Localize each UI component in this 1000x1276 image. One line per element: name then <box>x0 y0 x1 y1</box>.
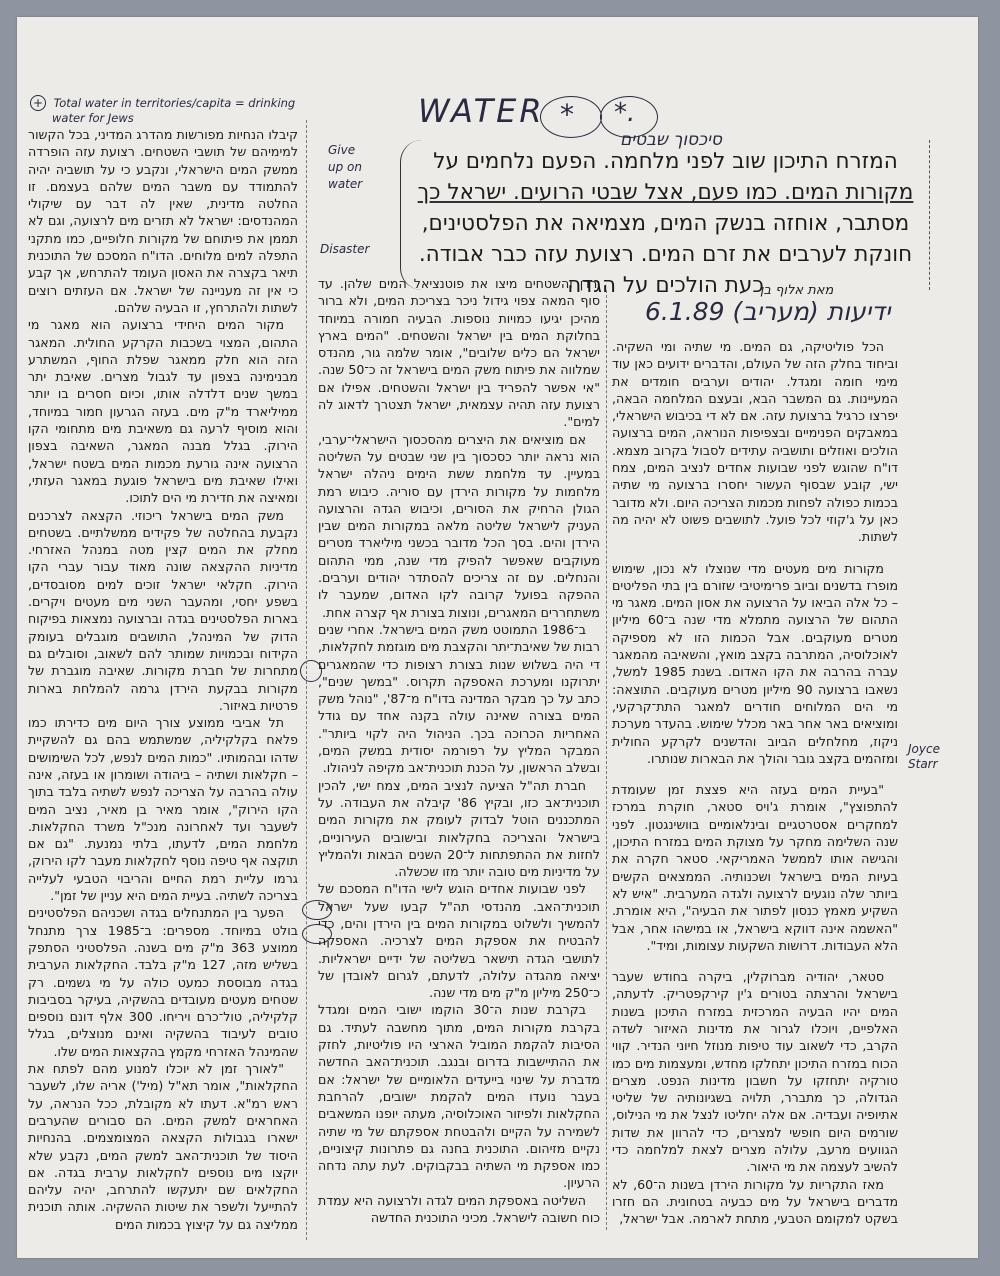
paragraph: "בעיית המים בעזה היא פצצת זמן שעומדת להתפוצץ", אומרת ג'ויס סטאר, חוקרת במרכז למחקרים אסטרטגיים ובינלאומיים בוושינגטון. לפני שנה השלימה מחקר על מצוקת המים במזרח התיכון, והגישה אותו לממשל האמריקאי. סטאר חקרה את בעיות המים בישראל ושכנותיה. הממצאים הקשים ביותר שלה נוגעים לרצועה ולגדה המערבית. "איש לא השקיע מאמץ כנסון לפתור את הבעיה", היא אומרת. "האשמה אינה דווקא בישראל, או במישהו אחר, אבל הלא העבודות. דרושות השקעות עצומות, ומיד". <box>612 782 898 953</box>
asterisk-mark: * <box>560 98 574 131</box>
paragraph: הפער בין המתנחלים בגדה ושכניהם הפלסטינים בולט במיוחד. מספרים: ב־1985 צרך מתנחל ממוצע 363 מ"ק מים בשנה. הפלסטיני הסתפק בשליש מזה, 127 מ"ק בלבד. החקלאות הערבית בגדה מבוססת כמעט כולה על מי גשמים. רק שטחים מעטים מעובדים בהשקיה, בעיקר בסביבות קלקיליה, טול־כרם ויריחו. 300 אלף דונם נוספים טובים לעיבוד בהשקיה ואינם מנוצלים, בגלל שהמינהל האזרחי מקמץ בהקצאות המים שלו. <box>28 905 298 1059</box>
asterisk-mark: *. <box>614 98 636 128</box>
note-line: water for Jews <box>52 111 134 125</box>
handwritten-hebrew-note: סיכסוך שבטים <box>620 130 722 150</box>
headline-line: חונקת לערבים את זרם המים. רצועת עזה כבר אבודה. <box>418 242 913 267</box>
handwritten-give-up-note: Give up on water <box>328 143 363 191</box>
paragraph: בקרבת שנות ה־30 הוקמו ישובי המים ומגדל בקרבת מקורות המים, מתוך מחשבה לעתיד. גם הסיבות להקמת המוביל הארצי היו פוליטיות, לחזק את ההתיישבות בדרום ובנגב. תוכנית־האב החדשה מדברת על שינוי בייעדים הלאומיים של ישראל: אם בעבר נועדו המים להקמת ישובים, להרחבת החקלאות ולפיזור האוכלוסיה, מעתה יופנו המשאבים לשמירה על הקיים ולהבטחת אספקתם של מי שתיה נקיים מזיהום. התוכנית בחנה גם פתרונות קיצוניים, כמו אספקת מי השתיה בבקבוקים. לעת עתה נדחה הרעיון. <box>318 1002 600 1191</box>
paragraph: משק המים בישראל ריכוזי. הקצאה לצרכנים נקבעת בהחלטה של פקידים ממשלתיים. בשטחים מחלק את המים קצין מטה במנהל האזרחי. מדיניות ההקצאה שונה מאוד עבור עברי הקו הירוק. חקלאי ישראל זוכים למים מסובסדים, בשפע יחסי, ומהעבר השני מים מעטים ויקרים. בארות הפלסטינים בגדה וברצועה נמצאות בפיקוח הדוק של המינהל, התושבים מוגבלים בעומק הקידוח ובכמויות שמותר להם לשאוב, וסובלים גם מתחרות של חברת מקורות. שאיבה מוגברת של מקורות בבקעת הירדן גרמה להמלחת בארות פרטיות באיזור. <box>28 507 298 713</box>
column-divider <box>606 290 607 1230</box>
headline-line: מסתבר, אוחזה בנשק המים, מצמיאה את הפלסטינים, <box>421 211 910 236</box>
handwritten-date-note: 6.1.89 (מעריב) ידיעות <box>645 297 891 326</box>
spacer <box>612 546 898 560</box>
spacer <box>612 954 898 968</box>
paragraph: אם מוציאים את היצרים מהסכסוך הישראלי־ערבי, הוא נראה יותר כסכסוך בין שני שבטים על השליטה במעיין. עד מלחמת ששת הימים ניהלה ישראל מלחמות על מקורות הירדן עם סוריה. כיבוש רמת הגולן הרחיק את הסורים, וכיבוש הגדה והרצועה העניק לישראל שליטה מלאה במקורות המים שבין הירדן והים. בסך הכל מדובר בכשני מיליארד מטרים מעוקבים שאפשר להפיק מדי שנה, ממי התהום והנחלים. עם זה צריכים להסתדר יהודים וערבים. ההפקה בפועל קרובה לקו האדום, שמעבר לו משתחררים המאגרים, ונוצות בצורת אף קצרה אחת. <box>318 431 600 620</box>
note-line: Total water in territories/capita = drinking <box>53 96 296 110</box>
headline-line: המזרח התיכון שוב לפני מלחמה. הפעם נלחמים על <box>433 149 898 174</box>
article-column-middle <box>318 275 600 1226</box>
paragraph: השליטה באספקת המים לגדה ולרצועה היא עמדת כוח חשובה לישראל. מכיני התוכנית החדשה <box>318 1192 600 1226</box>
paragraph: סטאר, יהודיה מברוקלין, ביקרה בחודש שעבר בישראל והרצתה בטורים ג'ין קירקפטריק. לדעתה, המים יהיו הבעיה המרכזית במזרח התיכון בשנות האלפיים, ויוכלו לגרור את מדינות האיזור לשדה הקרב, כדי לשאוב עוד טיפות מנוזל חיוני הנדיר. קווי הכוח במזרח התיכון יתחלקו מחדש, ומעצמות מים כמו טורקיה יתחזקו על חשבון מדינות הנפט. מצרים הגדולה, כך מתברר, תלויה בשגיונותיה של שליטי אתיופיה ועבדיה. אם אלה יחליטו לנצל את מי הנילוס, שורמים היום חופשי למצרים, כדי להרוון את שדות הגוועים מרעב, עלולה מצרים לצאת למלחמה כדי להשיב לעצמה את מי היאור. <box>612 969 898 1175</box>
paragraph: קיבלו הנחיות מפורשות מהדרג המדיני, בכל הקשור למימיהם של תושבי השטחים. רצועת עזה הופרדה ממשק המים הישראלי, ונקבע כי על תושביה יהיה להתמודד עם משבר המים שלהם בעצמם. זו החלטה מדינית, שאין לה דבר עם שיקולי המהנדסים: ישראל לא תזרים מים לרצועה, וגם לא תממן את פיתוחם של מקורות חלופיים, כמו מתקני התפלה למים מלוחים. הדו"ח המסכם של התוכנית תיאר בקצרה את האסון העומד להתרחש, אך קבע כי אין זה מעניינה של ישראל. אם העזתים רוצים לשתות ולהתרחץ, זו הבעיה שלהם. <box>28 127 298 315</box>
paragraph: מקורות מים מעטים מדי שנוצלו לא נכון, שימוש מופרז בדשנים וביוב פרימיטיבי שזורם בין בתי הפליטים – כל אלה הביאו על הרצועה את אסון המים. מאגר מי התהום של הרצועה מתמלא מדי שנה ב־60 מיליון מטרים מעוקבים. אבל הכמות הזו לא מספיקה לאוכלוסיה, המתרבה בקצב מואץ, והשאיבה מהמאגר עברה בהרבה את הקו האדום. בשנת 1985 למשל, נשאבו ברצועה 90 מיליון מטרים מעוקבים. התוצאה: מי הים המלוחים חודרים למאגר התת־קרקעי, ומוציאים באר אחר באר מכלל שימוש. בהעדר מערכת ניקוז, מחלחלים הביוב והדשנים לקרקע החולית ומזהמים בקצב גובר והולך את הבארות שנותרו. <box>612 560 898 766</box>
paragraph: מקור המים היחידי ברצועה הוא מאגר מי התהום, המצוי בשכבות הקרקע החולית. המאגר הזה הוא חלק ממאגר שפלת החוף, המשתרע מבנימינה בצפון עד לגבול מצרים. שאיבת יתר במשך שנים דלדלה אותו, וכיום חסרים בו יותר ממיליארד מ"ק מים. בעזה הגרעון חמור במיוחד, והוא מוסיף לרעה גם משאיבת מים מתחומי הקו הירוק. בגלל מבנה המאגר, השאיבה בצפון הרצועה אינה גורעת מכמות המים בשטח ישראל, ואילו שאיבת מים בישראל פוגעת במאגר העזתי, ומאיצה את חדירת מי הים לתוכו. <box>28 317 298 506</box>
handwritten-joyce-note: Joyce Starr <box>908 742 940 771</box>
headline-line: מקורות המים. כמו פעם, אצל שבטי הרועים. ישראל כך <box>417 180 914 205</box>
plus-mark-icon: + <box>30 95 46 111</box>
paragraph: חברת תה"ל הציעה לנציב המים, צמח ישי, להכין תוכנית־אב כזו, ובקיץ 86' קיבלה את העבודה. על המתכננים הוטל לבדוק לעומק את מקורות המים בישראל והצריכה בחקלאות ובישובים העירוניים, לחזות את ההתפתחות ל־20 השנים הבאות ולהמליץ על מדיניות מים טובה יותר מזו שכשלה. <box>318 777 601 880</box>
handwritten-disaster-note: Disaster <box>320 242 370 256</box>
paragraph: "לאורך זמן לא יוכלו למנוע מהם לפתח את החקלאות", אומר תא"ל (מיל') אריה שלו, לשעבר ראש רמ"א. דעתו לא מקובלת, ככל הנראה, על האחראים למשק המים. הם סבורים שהערבים ישארו בגבולות הקצאה המצומצמים. בהנחיות היסוד של תוכנית־האב למשק המים, נקבע שלא יוקצו מים נוספים לחקלאות ערבית בגדה. אם החקלאים שם יתעקשו להתרחב, יהיה עליהם להתייעל ולשפר את שיטות ההשקיה. אותה תוכנית ממליצה גם על קיצוץ בכמות המים <box>28 1061 298 1232</box>
paragraph: ירדן והשטחים מיצו את פוטנציאל המים שלהן. עד סוף המאה צפוי גידול ניכר בצריכת המים, ולא ברור מהיכן יגיעו כמויות נוספות. הבעיה חמורה במיוחד בחלוקת המים בין ישראל והשטחים. "המים בארץ ישראל הם כלים שלובים", אומר שלמה גור, מהנדס שמלווה את פיתוח משק המים בישראל זה כ־50 שנה. "אי אפשר להפריד בין ישראל והשטחים. אפילו אם רצועת עזה תהיה עצמאית, ישראל תצטרך לדאוג לה למים". <box>318 276 601 430</box>
handwritten-title-water: WATER <box>418 92 545 130</box>
paragraph: ב־1986 התמוטט משק המים בישראל. אחרי שנים רבות של שאיבת־יתר והקצבת מים מוגזמת לחקלאות, די היה בשלוש שנות בצורת רצופות כדי שהמאגרים יתרוקנו ומערכת האספקה תקרוס. "במשך שנים", כתב על כך מבקר המדינה בדו"ח מ־87', "נוהל משק המים בצורה שאינה עולה בקנה אחד עם גודל האחריות הכרוכה בכך. הניהול היה לקוי ביותר". המבקר המליץ על רפורמה יסודית במשק המים, ובשלב הראשון, על הכנת תוכנית־אב מקיפה לניהולו. <box>318 621 600 776</box>
headline-line: כעת הולכים על הגדה <box>567 273 764 298</box>
byline: מאת אלוף בן <box>760 283 834 298</box>
handwritten-top-note <box>30 95 295 125</box>
spacer <box>612 767 898 781</box>
paragraph: לפני שבועות אחדים הוגש לישי הדו"ח המסכם של תוכנית־האב. מהנדסי תה"ל קבעו שעל ישראל להמשיך ולשלוט במקורות המים בין הירדן והים, כדי להבטיח את אספקת המים לצרכיה. האספקה לתושבי הגדה תישאר בשליטה של ידיים ישראליות. יציאה מהגדה עלולה, לדעתם, לגרום לאובדן של כ־250 מיליון מ"ק מים מדי שנה. <box>318 881 600 1001</box>
article-column-right <box>612 338 898 1228</box>
paragraph: מאז התקריות על מקורות הירדן בשנות ה־60, לא מדברים בישראל על מים כבעיה בטחונית. הם חזרו בשקט למקומם הטבעי, מתחת לארמה. אבל ישראל, <box>612 1176 898 1227</box>
column-divider <box>306 120 307 1240</box>
paragraph: הכל פוליטיקה, גם המים. מי שתיה ומי השקיה. וביחוד בחלק הזה של העולם, והדברים ידועים כאן עוד מימי חומה ומגדל. יהודים וערבים חומדים את המעיינות. גם המשבר הבא, ובעצם המלחמה הבאה, יפרצו כרגיל ברצועת עזה. אם לא די בכיבוש הישראלי, במאבקים הפנימיים ובצפיפות הנוראה, המים ברצועה הולכים ואוזלים ותושביה עתידים לסבול בקרוב מצמא. דו"ח שהוגש לפני שבועות אחדים לנציב המים, צמח ישי, קובע שבסוף העשור יחסרו ברצועה מי שתיה בכמות כפולה לפחות מכמות הצריכה היום. ולא מדובר כאן על ג'קוזי לכל פועל. לתושבים פשוט לא יהיה מה לשתות. <box>612 339 898 545</box>
article-column-left <box>28 126 298 1233</box>
paragraph: תל אביבי ממוצע צורך היום מים כדירתו כמו פלאח בקלקיליה, שמשתמש בהם גם להשקיית שדהו ובהמותיו. "כמות המים לנפש, לכל השימושים – חקלאות ושתיה – ביהודה ושומרון או בעזה, אינה עולה בהרבה על הצריכה לנפש לשתיה בלבד בתוך הקו הירוק", אומר מאיר בן מאיר, נציב המים לשעבר ועד לאחרונה מנכ"ל משרד החקלאות. מלחמת המים, לדעתו, בלתי נמנעת. "גם אם תוקצה אף טיפה נוסף לחקלאות מעבר לקו הירוק, גרמו עליית רמת החיים והריבוי הטבעי לעלייה בצריכה לשתיה. בעיית המים היא עניין של זמן". <box>28 715 298 904</box>
